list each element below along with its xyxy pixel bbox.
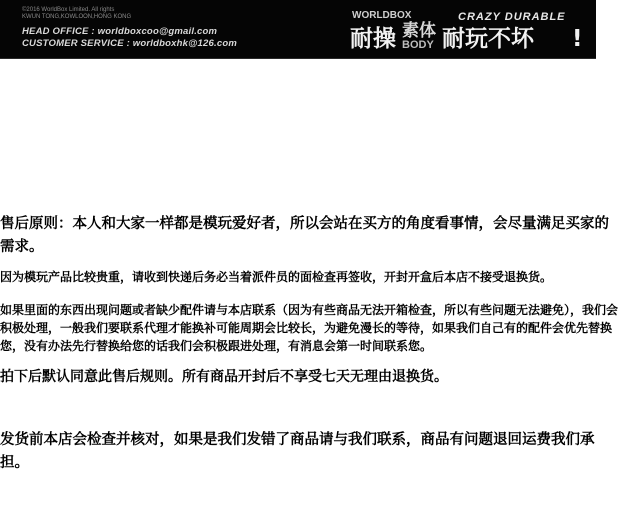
inspection-notice: 因为模玩产品比较贵重，请收到快递后务必当着派件员的面检查再签收，开封开盒后本店不接受退换货。	[0, 270, 553, 284]
logo-brand: WORLDBOX	[352, 10, 412, 21]
shipping-error-policy: 发货前本店会检查并核对，如果是我们发错了商品请与我们联系，商品有问题退回运费我们承担。	[0, 432, 595, 471]
logo-mark: !	[572, 26, 582, 50]
logo-word-suti: 素体	[402, 21, 436, 41]
address-line: KWUN TONG,KOWLOON,HONG KONG	[22, 14, 132, 20]
return-policy-notice: 拍下后默认同意此售后规则。所有商品开封后不享受七天无理由退换货。	[0, 369, 448, 385]
banner-divider	[0, 58, 596, 59]
logo-word-naicao: 耐操	[350, 26, 396, 50]
missing-parts-policy: 如果里面的东西出现问题或者缺少配件请与本店联系（因为有些商品无法开箱检查，所以有些问题无法避免），我们会积极处理，一般我们要联系代理才能换补可能周期会比较长，为避免漫长的等待，如果我们自己有的配件会优先替换您，没有办法先行替换给您的话我们会积极跟进处理，有消息会第一时间联系您。	[0, 303, 619, 353]
after-sales-principle: 售后原则：本人和大家一样都是模玩爱好者，所以会站在买方的角度看事情，会尽量满足买家的需求。	[0, 216, 609, 255]
worldbox-logo	[350, 6, 582, 50]
head-office-contact: HEAD OFFICE : worldboxcoo@gmail.com	[22, 26, 218, 37]
logo-tagline: CRAZY DURABLE	[458, 11, 566, 23]
copyright-line: ©2016 WorldBox Limited. All rights	[22, 7, 115, 13]
logo-body: BODY	[402, 39, 434, 50]
header-banner	[0, 0, 596, 58]
customer-service-contact: CUSTOMER SERVICE : worldboxhk@126.com	[22, 38, 237, 49]
copyright-text	[22, 7, 131, 21]
logo-word-naiwan: 耐玩不坏	[442, 26, 534, 50]
